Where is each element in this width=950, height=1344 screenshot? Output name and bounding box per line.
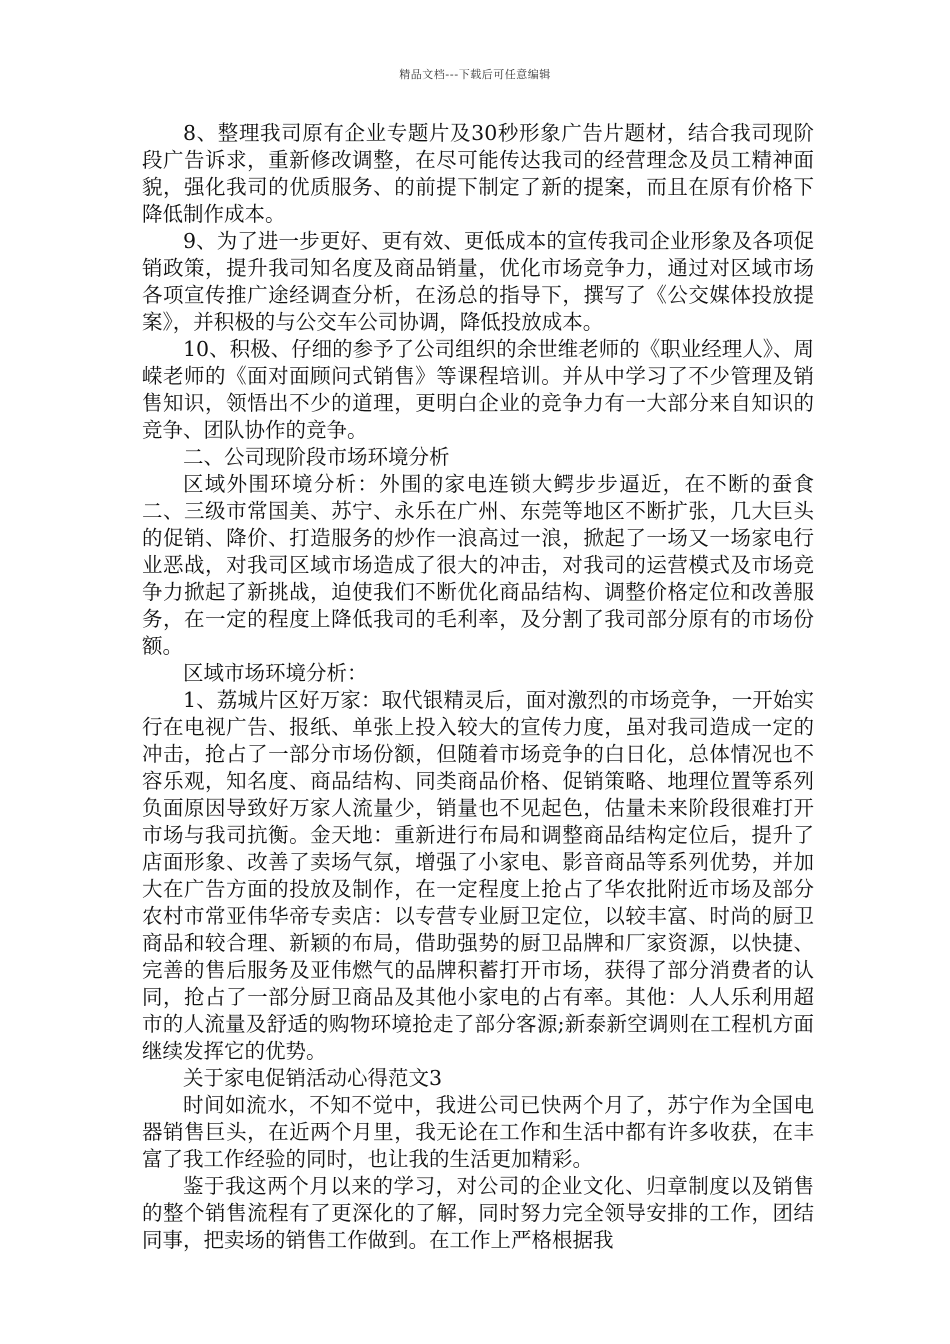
section-heading-market-analysis: 二、公司现阶段市场环境分析 [183,445,450,469]
paragraph-time-flies: 时间如流水，不知不觉中，我进公司已快两个月了，苏宁作为全国电器销售巨头，在近两个月里，我无论在工作和生活中都有许多收获，在丰富了我工作经验的同时，也让我的生活更加精彩。 [142,1093,814,1171]
paragraph-learning-summary: 鉴于我这两个月以来的学习，对公司的企业文化、归章制度以及销售的整个销售流程有了更深化的了解，同时努力完全领导安排的工作，团结同事，把卖场的销售工作做到。在工作上严格根据我 [142,1174,814,1252]
page-header-note: 精品文档---下载后可任意编辑 [399,68,551,81]
paragraph-item-10: 10、积极、仔细的参予了公司组织的余世维老师的《职业经理人》、周嵘老师的《面对面顾问式销售》等课程培训。并从中学习了不少管理及销售知识，领悟出不少的道理，更明白企业的竞争力有一大部分来自知识的竞争、团队协作的竞争。 [142,337,814,442]
paragraph-regional-competitors: 1、荔城片区好万家：取代银精灵后，面对激烈的市场竞争，一开始实行在电视广告、报纸、单张上投入较大的宣传力度，虽对我司造成一定的冲击，抢占了一部分市场份额，但随着市场竞争的白日化，总体情况也不容乐观，知名度、商品结构、同类商品价格、促销策略、地理位置等系列负面原因导致好万家人流量少，销量也不见起色，估量未来阶段很难打开市场与我司抗衡。金天地：重新进行布局和调整商品结构定位后，提升了店面形象、改善了卖场气氛，增强了小家电、影音商品等系列优势，并加大在广告方面的投放及制作，在一定程度上抢占了华农批附近市场及部分农村市常亚伟华帝专卖店：以专营专业厨卫定位，以较丰富、时尚的厨卫商品和较合理、新颖的布局，借助强势的厨卫品牌和厂家资源，以快捷、完善的售后服务及亚伟燃气的品牌积蓄打开市场，获得了部分消费者的认同，抢占了一部分厨卫商品及其他小家电的占有率。其他：人人乐利用超市的人流量及舒适的购物环境抢走了部分客源;新泰新空调则在工程机方面继续发挥它的优势。 [142,688,814,1063]
document-body [142,120,814,1254]
section-heading-article-3: 关于家电促销活动心得范文3 [183,1066,443,1090]
paragraph-item-8: 8、整理我司原有企业专题片及30秒形象广告片题材，结合我司现阶段广告诉求，重新修改调整，在尽可能传达我司的经营理念及员工精神面貌，强化我司的优质服务、的前提下制定了新的提案，而且在原有价格下降低制作成本。 [142,121,814,226]
paragraph-item-9: 9、为了进一步更好、更有效、更低成本的宣传我司企业形象及各项促销政策，提升我司知名度及商品销量，优化市场竞争力，通过对区域市场各项宣传推广途经调查分析，在汤总的指导下，撰写了《公交媒体投放提案》，并积极的与公交车公司协调，降低投放成本。 [142,229,814,334]
paragraph-external-environment: 区域外围环境分析：外围的家电连锁大鳄步步逼近，在不断的蚕食二、三级市常国美、苏宁、永乐在广州、东莞等地区不断扩张，几大巨头的促销、降价、打造服务的炒作一浪高过一浪，掀起了一场又一场家电行业恶战，对我司区域市场造成了很大的冲击，对我司的运营模式及市场竞争力掀起了新挑战，迫使我们不断优化商品结构、调整价格定位和改善服务，在一定的程度上降低我司的毛利率，及分割了我司部分原有的市场份额。 [142,472,814,658]
subheading-regional-market: 区域市场环境分析： [183,661,368,685]
